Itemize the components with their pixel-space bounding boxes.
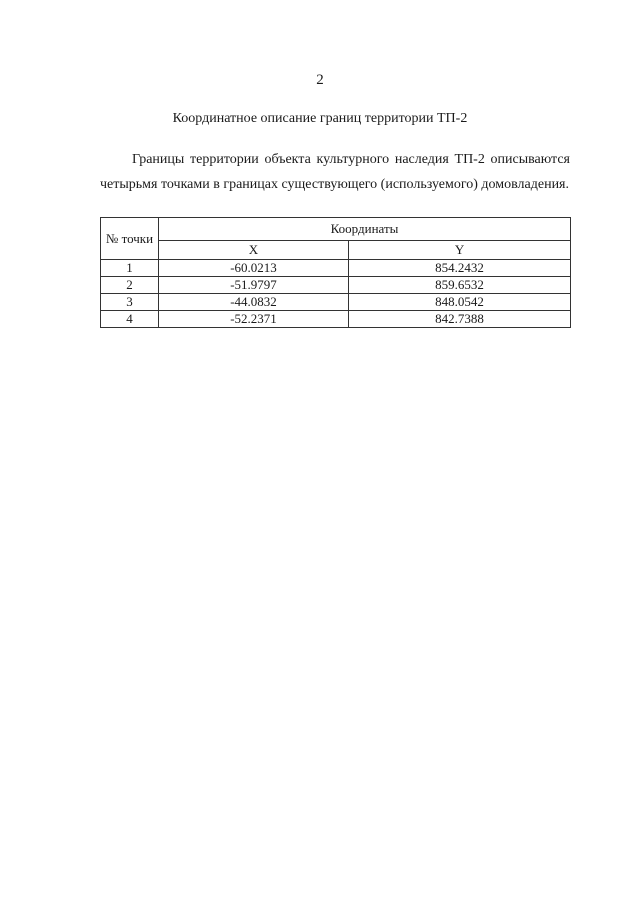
cell-x: -51.9797: [159, 277, 349, 294]
header-point-number: № точки: [101, 218, 159, 260]
description-paragraph: Границы территории объекта культурного наследия ТП-2 описываются четырьмя точками в границах существующего (используемого) домовладения.: [100, 152, 570, 192]
table-row: [101, 311, 571, 328]
header-y: Y: [349, 241, 571, 260]
cell-y: 854.2432: [349, 260, 571, 277]
cell-x: -44.0832: [159, 294, 349, 311]
header-coordinates: Координаты: [159, 218, 571, 241]
cell-point-number: 1: [101, 260, 159, 277]
table-row: [101, 277, 571, 294]
cell-point-number: 4: [101, 311, 159, 328]
page-number: 2: [316, 72, 324, 88]
cell-point-number: 3: [101, 294, 159, 311]
cell-y: 859.6532: [349, 277, 571, 294]
cell-y: 842.7388: [349, 311, 571, 328]
cell-x: -60.0213: [159, 260, 349, 277]
table-row: [101, 294, 571, 311]
cell-y: 848.0542: [349, 294, 571, 311]
cell-x: -52.2371: [159, 311, 349, 328]
table-subheader-row: [101, 241, 571, 260]
table-header-row: [101, 218, 571, 241]
document-title: Координатное описание границ территории ТП-2: [172, 111, 468, 126]
coordinates-table: [100, 217, 571, 328]
cell-point-number: 2: [101, 277, 159, 294]
header-x: X: [159, 241, 349, 260]
table-row: [101, 260, 571, 277]
